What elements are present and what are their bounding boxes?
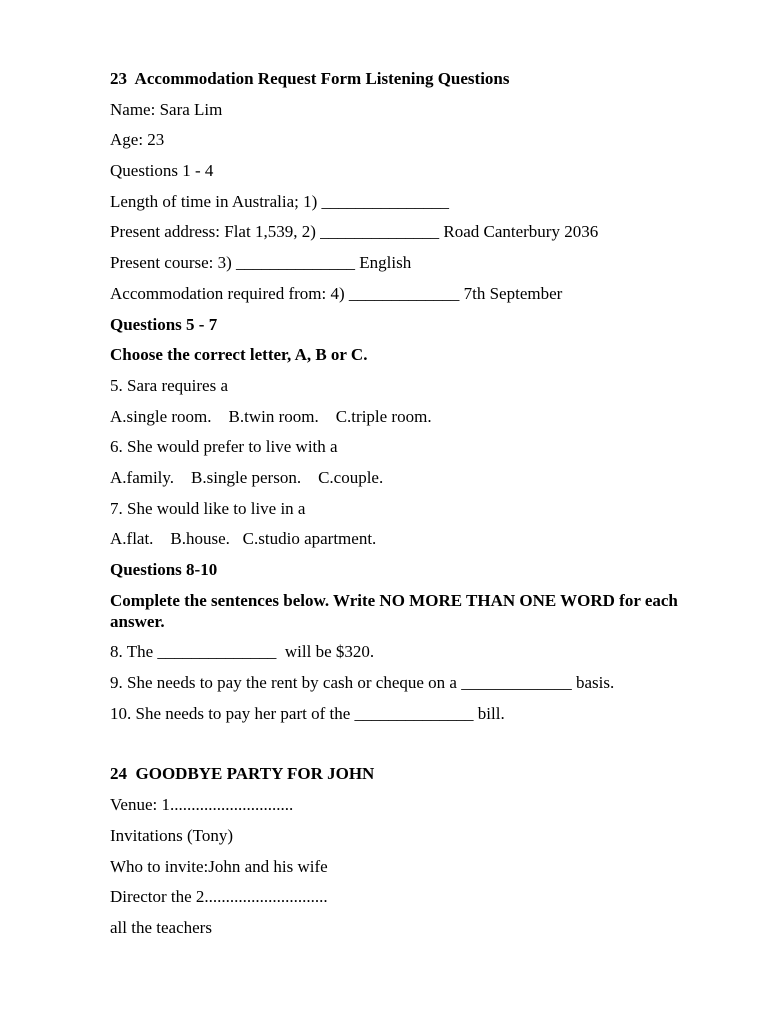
text-line: 6. She would prefer to live with a <box>110 437 338 457</box>
text-line: 10. She needs to pay her part of the ______________ bill. <box>110 703 505 723</box>
text-line: Present address: Flat 1,539, 2) ______________ Road Canterbury 2036 <box>110 222 599 242</box>
text-line: Questions 1 - 4 <box>110 161 214 181</box>
text-line: Accommodation required from: 4) _____________ 7th September <box>110 283 563 303</box>
section-gap <box>110 733 720 763</box>
text-line: A.single room. B.twin room. C.triple room. <box>110 406 432 426</box>
section-23-title: 23 Accommodation Request Form Listening Questions <box>110 69 510 88</box>
text-line: 7. She would like to live in a <box>110 498 306 518</box>
section-heading: Questions 5 - 7 <box>110 314 218 334</box>
text-line: Age: 23 <box>110 130 165 150</box>
section-heading: Questions 8-10 <box>110 560 218 579</box>
section-heading: Complete the sentences below. Write NO MORE THAN ONE WORD for each answer. <box>110 590 683 631</box>
document-page <box>110 68 720 948</box>
text-line: 8. The ______________ will be $320. <box>110 642 375 662</box>
text-line: 5. Sara requires a <box>110 375 229 395</box>
text-line: Length of time in Australia; 1) _______________ <box>110 191 450 211</box>
section-24-title: 24 GOODBYE PARTY FOR JOHN <box>110 764 375 784</box>
text-line: Present course: 3) ______________ English <box>110 253 412 273</box>
text-line: Director the 2............................. <box>110 887 328 907</box>
text-line: Invitations (Tony) <box>110 825 233 845</box>
text-line: A.family. B.single person. C.couple. <box>110 467 384 487</box>
section-24-body <box>110 794 720 938</box>
section-23-body <box>110 99 720 724</box>
text-line: all the teachers <box>110 917 212 937</box>
text-line: Venue: 1............................. <box>110 795 294 815</box>
text-line: Who to invite:John and his wife <box>110 856 328 876</box>
section-heading: Choose the correct letter, A, B or C. <box>110 345 368 365</box>
text-line: Name: Sara Lim <box>110 99 223 119</box>
text-line: 9. She needs to pay the rent by cash or cheque on a _____________ basis. <box>110 673 615 693</box>
text-line: A.flat. B.house. C.studio apartment. <box>110 529 377 549</box>
